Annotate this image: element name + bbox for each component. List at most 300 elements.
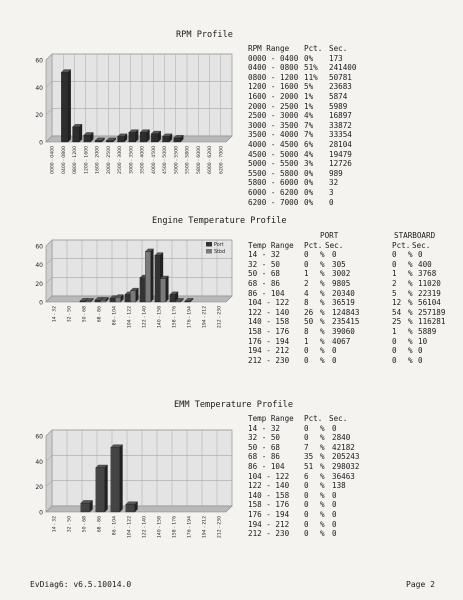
table-cell: 86 - 104 bbox=[248, 288, 285, 298]
table-cell: % bbox=[320, 481, 325, 491]
table-cell: 3002 bbox=[332, 269, 351, 279]
table-cell: % bbox=[320, 288, 325, 298]
table-cell: 0 bbox=[392, 346, 397, 356]
table-cell: 0% bbox=[304, 168, 314, 178]
table-cell: 6000 - 6200 bbox=[248, 188, 299, 197]
chart-side-wall bbox=[46, 240, 52, 302]
table-cell: 0 bbox=[304, 423, 309, 433]
table-cell: 39060 bbox=[332, 327, 355, 336]
table-cell: 1 bbox=[392, 327, 397, 336]
page-number: Page 2 bbox=[406, 580, 435, 589]
bar-side bbox=[105, 465, 108, 512]
x-tick-label: 194 - 212 bbox=[202, 516, 208, 539]
table-cell: % bbox=[408, 250, 413, 260]
table-cell: 5000 - 5500 bbox=[248, 159, 299, 169]
table-cell: 22319 bbox=[418, 288, 441, 298]
table-cell: 3 bbox=[329, 188, 334, 197]
table-cell: 194 - 212 bbox=[248, 346, 290, 356]
bar bbox=[145, 252, 150, 302]
bar bbox=[130, 291, 135, 302]
table-cell: % bbox=[320, 269, 325, 279]
table-cell: 19479 bbox=[329, 149, 352, 159]
x-tick-label: 86 - 104 bbox=[112, 516, 118, 536]
table-cell: 0 bbox=[304, 355, 309, 365]
table-cell: 3500 - 4000 bbox=[248, 130, 299, 140]
table-cell: 116281 bbox=[418, 317, 446, 327]
table-header: Sec. bbox=[412, 240, 431, 250]
table-header: Temp Range bbox=[248, 240, 294, 250]
table-cell: 212 - 230 bbox=[248, 529, 290, 539]
y-tick-label: 20 bbox=[35, 484, 43, 492]
table-cell: 14 - 32 bbox=[248, 250, 281, 260]
table-cell: % bbox=[320, 442, 325, 452]
table-cell: 0 bbox=[418, 346, 423, 356]
table-cell: 4 bbox=[304, 288, 309, 298]
x-tick-label: 2500 - 3000 bbox=[118, 146, 124, 174]
x-tick-label: 68 - 86 bbox=[97, 516, 103, 533]
table-cell: 138 bbox=[332, 481, 346, 491]
table-cell: 51% bbox=[304, 63, 318, 73]
table-cell: 0% bbox=[304, 53, 314, 63]
table-cell: % bbox=[408, 355, 413, 365]
y-tick-label: 0 bbox=[39, 509, 43, 517]
table-cell: % bbox=[320, 279, 325, 288]
table-cell: 0 bbox=[332, 500, 337, 510]
y-tick-label: 40 bbox=[35, 262, 43, 270]
table-cell: 6 bbox=[304, 471, 309, 481]
table-cell: 36519 bbox=[332, 298, 355, 308]
table-cell: 0 bbox=[332, 346, 337, 356]
table-cell: 176 - 194 bbox=[248, 336, 290, 346]
bar bbox=[81, 503, 90, 512]
table-cell: 0400 - 0800 bbox=[248, 63, 299, 73]
table-cell: 0 bbox=[332, 510, 337, 519]
table-cell: 4000 - 4500 bbox=[248, 140, 299, 149]
x-tick-label: 32 - 50 bbox=[67, 516, 73, 533]
table-cell: 0 bbox=[304, 250, 309, 260]
bar bbox=[80, 301, 85, 302]
bar bbox=[185, 301, 190, 302]
table-header: Pct. bbox=[304, 240, 323, 250]
table-cell: 122 - 140 bbox=[248, 481, 290, 491]
table-cell: 0 bbox=[332, 423, 337, 433]
table-header: RPM Range bbox=[248, 44, 290, 53]
bar bbox=[95, 141, 102, 142]
table-cell: % bbox=[408, 279, 413, 288]
table-cell: 0 bbox=[332, 355, 337, 365]
table-cell: 32 - 50 bbox=[248, 433, 281, 443]
table-cell: 5800 - 6000 bbox=[248, 178, 299, 188]
table-cell: % bbox=[320, 452, 325, 462]
table-cell: 0 bbox=[304, 481, 309, 491]
table-cell: 16897 bbox=[329, 111, 352, 121]
emm-temperature-table bbox=[248, 414, 448, 554]
table-cell: % bbox=[320, 462, 325, 471]
table-cell: 0800 - 1200 bbox=[248, 72, 299, 82]
y-tick-label: 60 bbox=[35, 433, 43, 441]
table-cell: 257189 bbox=[418, 307, 446, 317]
table-cell: 235415 bbox=[332, 317, 360, 327]
table-cell: 0% bbox=[304, 197, 314, 207]
table-cell: 4067 bbox=[332, 336, 351, 346]
table-cell: 0 bbox=[418, 355, 423, 365]
table-cell: 2 bbox=[392, 279, 397, 288]
table-cell: 0 bbox=[418, 250, 423, 260]
starboard-header: STARBOARD bbox=[394, 231, 436, 240]
bar-side bbox=[151, 249, 154, 302]
table-cell: 0 bbox=[392, 355, 397, 365]
table-cell: 122 - 140 bbox=[248, 307, 290, 317]
table-header: Pct. bbox=[392, 240, 411, 250]
table-cell: 32 bbox=[329, 178, 339, 188]
bar-side bbox=[68, 70, 71, 142]
engine-temperature-title: Engine Temperature Profile bbox=[152, 216, 287, 226]
x-tick-label: 2000 - 2500 bbox=[106, 146, 112, 174]
table-cell: % bbox=[320, 327, 325, 336]
table-cell: 8 bbox=[304, 298, 309, 308]
table-cell: 0 bbox=[329, 197, 334, 207]
table-header: Sec. bbox=[329, 44, 348, 53]
table-cell: 1600 - 2000 bbox=[248, 92, 299, 101]
table-cell: % bbox=[320, 510, 325, 519]
bar bbox=[84, 135, 91, 142]
table-cell: 4% bbox=[304, 111, 314, 121]
x-tick-label: 176 - 194 bbox=[187, 516, 193, 539]
x-tick-label: 158 - 176 bbox=[172, 306, 178, 329]
x-tick-label: 6000 - 6200 bbox=[208, 146, 214, 174]
table-cell: 0 bbox=[392, 250, 397, 260]
table-cell: 298032 bbox=[332, 462, 360, 471]
table-cell: 50 bbox=[304, 317, 314, 327]
table-cell: 5500 - 5800 bbox=[248, 168, 299, 178]
bar bbox=[140, 278, 145, 302]
table-cell: 140 - 158 bbox=[248, 490, 290, 500]
x-tick-label: 6200 - 7000 bbox=[219, 146, 225, 174]
table-cell: 12 bbox=[392, 298, 402, 308]
y-tick-label: 60 bbox=[35, 243, 43, 251]
x-tick-label: 104 - 122 bbox=[127, 516, 133, 539]
table-cell: % bbox=[320, 355, 325, 365]
table-cell: 2500 - 3000 bbox=[248, 111, 299, 121]
bar-side bbox=[79, 124, 82, 142]
table-cell: 104 - 122 bbox=[248, 471, 290, 481]
table-cell: % bbox=[320, 433, 325, 443]
table-cell: 6% bbox=[304, 140, 314, 149]
y-tick-label: 0 bbox=[39, 299, 43, 307]
bar bbox=[125, 295, 130, 302]
x-tick-label: 5000 - 5500 bbox=[174, 146, 180, 174]
bar bbox=[95, 300, 100, 302]
bar bbox=[111, 447, 120, 512]
table-cell: 12726 bbox=[329, 159, 352, 169]
x-tick-label: 32 - 50 bbox=[67, 306, 73, 323]
x-tick-label: 3000 - 3500 bbox=[129, 146, 135, 174]
rpm-profile-title: RPM Profile bbox=[176, 30, 233, 40]
table-cell: 7% bbox=[304, 130, 314, 140]
x-tick-label: 140 - 158 bbox=[157, 516, 163, 539]
bar bbox=[118, 137, 125, 142]
table-cell: 205243 bbox=[332, 452, 360, 462]
table-cell: 5 bbox=[392, 288, 397, 298]
table-cell: 0 bbox=[332, 519, 337, 529]
table-cell: 36463 bbox=[332, 471, 355, 481]
table-cell: 5889 bbox=[418, 327, 437, 336]
table-cell: % bbox=[408, 298, 413, 308]
x-tick-label: 122 - 140 bbox=[142, 306, 148, 329]
bar bbox=[100, 300, 105, 302]
bar bbox=[126, 504, 135, 512]
x-tick-label: 1600 - 2000 bbox=[95, 146, 101, 174]
table-cell: 14 - 32 bbox=[248, 423, 281, 433]
bar bbox=[170, 295, 175, 302]
table-cell: % bbox=[320, 529, 325, 539]
table-cell: 104 - 122 bbox=[248, 298, 290, 308]
table-cell: 50781 bbox=[329, 72, 352, 82]
table-cell: 42182 bbox=[332, 442, 355, 452]
table-cell: 54 bbox=[392, 307, 402, 317]
table-cell: 0 bbox=[304, 259, 309, 269]
x-tick-label: 14 - 32 bbox=[52, 306, 58, 323]
bar bbox=[61, 72, 68, 142]
bar bbox=[110, 298, 115, 302]
x-tick-label: 5500 - 5800 bbox=[185, 146, 191, 174]
table-cell: 0% bbox=[304, 178, 314, 188]
table-cell: 5989 bbox=[329, 101, 348, 111]
bar-side bbox=[120, 445, 123, 512]
y-tick-label: 20 bbox=[35, 112, 43, 120]
table-cell: 400 bbox=[418, 259, 432, 269]
table-cell: 158 - 176 bbox=[248, 327, 290, 336]
table-cell: % bbox=[408, 288, 413, 298]
table-cell: 50 - 68 bbox=[248, 269, 281, 279]
table-cell: 32 - 50 bbox=[248, 259, 281, 269]
table-header: Temp Range bbox=[248, 414, 294, 423]
x-tick-label: 50 - 68 bbox=[82, 306, 88, 323]
x-tick-label: 122 - 140 bbox=[142, 516, 148, 539]
table-cell: 2 bbox=[304, 279, 309, 288]
table-cell: 0 bbox=[304, 346, 309, 356]
x-tick-label: 68 - 86 bbox=[97, 306, 103, 323]
y-tick-label: 60 bbox=[35, 57, 43, 65]
table-cell: % bbox=[408, 259, 413, 269]
table-cell: 1% bbox=[304, 92, 314, 101]
table-cell: 0 bbox=[304, 490, 309, 500]
table-cell: 86 - 104 bbox=[248, 462, 285, 471]
table-cell: 194 - 212 bbox=[248, 519, 290, 529]
table-cell: % bbox=[320, 346, 325, 356]
table-cell: 5% bbox=[304, 82, 314, 92]
table-cell: 0000 - 0400 bbox=[248, 53, 299, 63]
table-cell: 212 - 230 bbox=[248, 355, 290, 365]
table-cell: 5874 bbox=[329, 92, 348, 101]
table-cell: 158 - 176 bbox=[248, 500, 290, 510]
bar bbox=[155, 255, 160, 302]
table-cell: 3% bbox=[304, 159, 314, 169]
table-cell: 1200 - 1600 bbox=[248, 82, 299, 92]
x-tick-label: 5800 - 6000 bbox=[196, 146, 202, 174]
chart-side-wall bbox=[46, 430, 52, 512]
table-cell: % bbox=[408, 346, 413, 356]
table-cell: 1 bbox=[304, 336, 309, 346]
table-cell: 26 bbox=[304, 307, 314, 317]
bar bbox=[140, 132, 147, 142]
x-tick-label: 50 - 68 bbox=[82, 516, 88, 533]
table-header: Pct. bbox=[304, 414, 323, 423]
table-cell: 173 bbox=[329, 53, 343, 63]
bar bbox=[163, 137, 170, 142]
table-cell: 51 bbox=[304, 462, 314, 471]
bar bbox=[115, 297, 120, 302]
bar bbox=[151, 134, 158, 142]
rpm-profile-chart bbox=[30, 52, 236, 192]
x-tick-label: 212 - 230 bbox=[217, 306, 223, 329]
bar bbox=[85, 301, 90, 302]
table-cell: 23683 bbox=[329, 82, 352, 92]
x-tick-label: 1200 - 1600 bbox=[84, 146, 90, 174]
x-tick-label: 3500 - 4000 bbox=[140, 146, 146, 174]
y-tick-label: 40 bbox=[35, 458, 43, 466]
table-cell: 6200 - 7000 bbox=[248, 197, 299, 207]
table-cell: 3768 bbox=[418, 269, 437, 279]
table-cell: % bbox=[320, 307, 325, 317]
table-cell: 33872 bbox=[329, 120, 352, 130]
table-cell: 7% bbox=[304, 120, 314, 130]
table-cell: % bbox=[408, 336, 413, 346]
table-cell: % bbox=[320, 336, 325, 346]
table-cell: 28104 bbox=[329, 140, 352, 149]
x-tick-label: 158 - 176 bbox=[172, 516, 178, 539]
port-header: PORT bbox=[320, 231, 339, 240]
legend-label: Stbd bbox=[214, 250, 226, 256]
table-cell: 1% bbox=[304, 101, 314, 111]
x-tick-label: 86 - 104 bbox=[112, 306, 118, 326]
x-tick-label: 0400 - 0800 bbox=[61, 146, 67, 174]
table-cell: % bbox=[320, 490, 325, 500]
table-cell: 176 - 194 bbox=[248, 510, 290, 519]
table-cell: 2000 - 2500 bbox=[248, 101, 299, 111]
table-cell: 68 - 86 bbox=[248, 279, 281, 288]
table-cell: 9805 bbox=[332, 279, 351, 288]
table-cell: 0 bbox=[304, 519, 309, 529]
bar bbox=[96, 468, 105, 512]
table-cell: % bbox=[408, 317, 413, 327]
table-cell: % bbox=[320, 519, 325, 529]
table-cell: 305 bbox=[332, 259, 346, 269]
x-tick-label: 212 - 230 bbox=[217, 516, 223, 539]
bar-side bbox=[136, 288, 139, 302]
table-cell: 68 - 86 bbox=[248, 452, 281, 462]
x-tick-label: 176 - 194 bbox=[187, 306, 193, 329]
table-cell: 35 bbox=[304, 452, 314, 462]
table-header: Pct. bbox=[304, 44, 323, 53]
table-cell: % bbox=[320, 250, 325, 260]
table-cell: 2840 bbox=[332, 433, 351, 443]
chart-side-wall bbox=[46, 54, 52, 142]
bar-side bbox=[166, 276, 169, 302]
bar bbox=[73, 127, 80, 142]
table-cell: 0 bbox=[304, 510, 309, 519]
table-cell: 0% bbox=[304, 188, 314, 197]
y-tick-label: 20 bbox=[35, 280, 43, 288]
table-cell: 140 - 158 bbox=[248, 317, 290, 327]
table-cell: 10 bbox=[418, 336, 428, 346]
table-cell: 8 bbox=[304, 327, 309, 336]
table-cell: 1 bbox=[304, 269, 309, 279]
table-cell: 11020 bbox=[418, 279, 441, 288]
table-cell: 11% bbox=[304, 72, 318, 82]
table-cell: 25 bbox=[392, 317, 402, 327]
table-cell: % bbox=[320, 259, 325, 269]
x-tick-label: 0000 - 0400 bbox=[50, 146, 56, 174]
engine-temperature-chart bbox=[30, 236, 236, 358]
emm-temperature-chart bbox=[30, 426, 236, 558]
table-cell: 0 bbox=[304, 529, 309, 539]
table-cell: 0 bbox=[304, 433, 309, 443]
bar bbox=[129, 132, 136, 142]
table-cell: 0 bbox=[332, 250, 337, 260]
x-tick-label: 194 - 212 bbox=[202, 306, 208, 329]
table-cell: 0 bbox=[304, 500, 309, 510]
table-cell: 241400 bbox=[329, 63, 357, 73]
y-tick-label: 40 bbox=[35, 84, 43, 92]
table-header: Sec. bbox=[329, 414, 348, 423]
table-cell: % bbox=[408, 327, 413, 336]
table-cell: 0 bbox=[392, 336, 397, 346]
legend-swatch bbox=[206, 249, 212, 254]
table-cell: % bbox=[320, 471, 325, 481]
x-tick-label: 140 - 158 bbox=[157, 306, 163, 329]
rpm-profile-table bbox=[248, 44, 448, 214]
table-cell: 0 bbox=[332, 529, 337, 539]
bar bbox=[174, 138, 181, 142]
y-tick-label: 0 bbox=[39, 139, 43, 147]
emm-temperature-title: EMM Temperature Profile bbox=[174, 400, 293, 410]
chart-floor bbox=[46, 296, 232, 302]
table-cell: 124843 bbox=[332, 307, 360, 317]
software-version: EvDiag6: v6.5.10014.0 bbox=[30, 580, 132, 589]
table-cell: % bbox=[408, 269, 413, 279]
table-header: Sec. bbox=[325, 240, 344, 250]
table-cell: 50 - 68 bbox=[248, 442, 281, 452]
table-cell: % bbox=[408, 307, 413, 317]
table-cell: 0 bbox=[392, 259, 397, 269]
table-cell: 4500 - 5000 bbox=[248, 149, 299, 159]
table-cell: 1 bbox=[392, 269, 397, 279]
engine-temperature-table bbox=[248, 231, 458, 371]
table-cell: 0 bbox=[332, 490, 337, 500]
x-tick-label: 14 - 32 bbox=[52, 516, 58, 533]
table-cell: % bbox=[320, 298, 325, 308]
table-cell: 3000 - 3500 bbox=[248, 120, 299, 130]
table-cell: 989 bbox=[329, 168, 343, 178]
table-cell: 33354 bbox=[329, 130, 352, 140]
table-cell: 4% bbox=[304, 149, 314, 159]
x-tick-label: 104 - 122 bbox=[127, 306, 133, 329]
legend-label: Port bbox=[214, 243, 224, 249]
table-cell: % bbox=[320, 500, 325, 510]
table-cell: 7 bbox=[304, 442, 309, 452]
table-cell: % bbox=[320, 423, 325, 433]
bar bbox=[175, 301, 180, 302]
table-cell: 56104 bbox=[418, 298, 441, 308]
table-cell: 20340 bbox=[332, 288, 355, 298]
x-tick-label: 4000 - 4500 bbox=[151, 146, 157, 174]
table-cell: % bbox=[320, 317, 325, 327]
x-tick-label: 4500 - 5000 bbox=[163, 146, 169, 174]
bar bbox=[160, 279, 165, 302]
legend-swatch bbox=[206, 242, 212, 247]
bar bbox=[106, 141, 113, 142]
